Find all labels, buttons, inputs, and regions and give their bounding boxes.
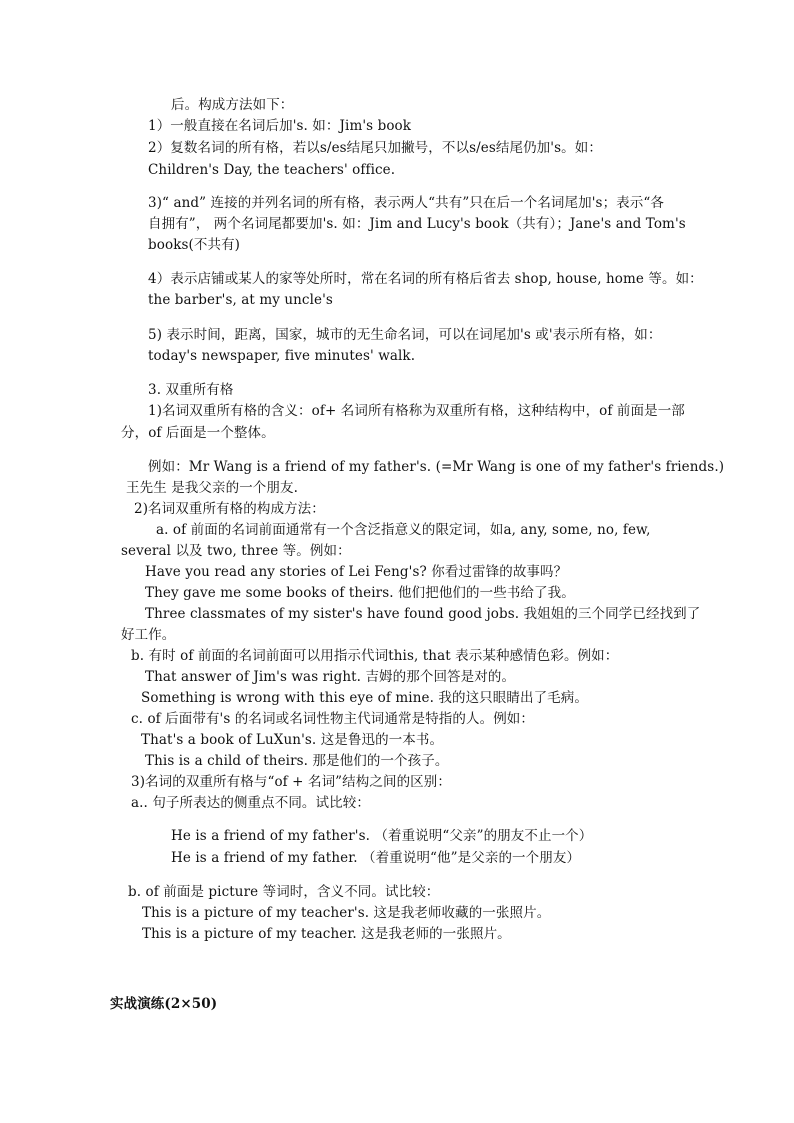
text-line: a. of 前面的名词前面通常有一个含泛指意义的限定词，如a, any, some, no, few, bbox=[156, 522, 651, 538]
example-sentence: Have you read any stories of Lei Feng's? 你看过雷锋的故事吗？ bbox=[145, 564, 568, 580]
text-line: b. 有时 of 前面的名词前面可以用指示代词this, that 表示某种感情色彩。例如： bbox=[131, 648, 619, 664]
text-line: 后。构成方法如下： bbox=[171, 97, 294, 113]
text-line: 好工作。 bbox=[121, 627, 176, 643]
example-sentence: That's a book of LuXun's. 这是鲁迅的一本书。 bbox=[141, 732, 444, 748]
text-line: the barber's, at my uncle's bbox=[148, 292, 333, 308]
text-line: a.. 句子所表达的侧重点不同。试比较： bbox=[131, 795, 370, 811]
text-line: several 以及 two, three 等。例如： bbox=[121, 543, 351, 559]
example-sentence: They gave me some books of theirs. 他们把他们的一些书给了我。 bbox=[145, 585, 575, 601]
text-line: 3)名词的双重所有格与“of + 名词”结构之间的区别： bbox=[131, 774, 451, 790]
text-line: 2)名词双重所有格的构成方法： bbox=[134, 501, 325, 517]
text-line: 分，of 后面是一个整体。 bbox=[121, 425, 275, 441]
text-line: 自拥有”， 两个名词尾都要加's. 如：Jim and Lucy's book（共有）；Jane's and Tom's bbox=[148, 216, 686, 232]
text-line: 例如：Mr Wang is a friend of my father's. (=Mr Wang is one of my father's friends.) bbox=[148, 459, 725, 475]
text-line: 5) 表示时间，距离，国家，城市的无生命名词，可以在词尾加's 或'表示所有格，如： bbox=[148, 327, 662, 343]
text-line: b. of 前面是 picture 等词时，含义不同。试比较： bbox=[128, 884, 440, 900]
text-line: 1）一般直接在名词后加's. 如：Jim's book bbox=[148, 118, 412, 134]
practice-heading: 实战演练(2×50) bbox=[110, 996, 218, 1012]
example-sentence: This is a picture of my teacher. 这是我老师的一张照片。 bbox=[142, 926, 511, 942]
text-line: 2）复数名词的所有格，若以s/es结尾只加撇号，不以s/es结尾仍加's。如： bbox=[148, 140, 602, 156]
text-line: 王先生 是我父亲的一个朋友. bbox=[126, 480, 298, 496]
text-line: today's newspaper, five minutes' walk. bbox=[148, 348, 416, 364]
example-sentence: That answer of Jim's was right. 吉姆的那个回答是对的。 bbox=[145, 669, 516, 685]
text-line: 1)名词双重所有格的含义：of+ 名词所有格称为双重所有格，这种结构中，of 前面是一部 bbox=[148, 403, 685, 419]
example-sentence: He is a friend of my father. （着重说明“他”是父亲的一个朋友） bbox=[171, 850, 581, 866]
text-line: 3)“ and” 连接的并列名词的所有格，表示两人“共有”只在后一个名词尾加's；表示“各 bbox=[148, 195, 664, 211]
example-sentence: Three classmates of my sister's have found good jobs. 我姐姐的三个同学已经找到了 bbox=[145, 606, 701, 622]
example-sentence: This is a picture of my teacher's. 这是我老师收藏的一张照片。 bbox=[142, 905, 551, 921]
example-sentence: This is a child of theirs. 那是他们的一个孩子。 bbox=[145, 753, 449, 769]
text-line: books(不共有) bbox=[148, 237, 241, 253]
example-sentence: Something is wrong with this eye of mine. 我的这只眼睛出了毛病。 bbox=[141, 690, 588, 706]
text-line: Children's Day, the teachers' office. bbox=[148, 162, 396, 178]
example-sentence: He is a friend of my father's. （着重说明“父亲”的朋友不止一个） bbox=[171, 828, 593, 844]
text-line: 4）表示店铺或某人的家等处所时，常在名词的所有格后省去 shop, house, home 等。如： bbox=[148, 271, 703, 287]
section-heading: 3. 双重所有格 bbox=[148, 382, 234, 398]
text-line: c. of 后面带有's 的名词或名词性物主代词通常是特指的人。例如： bbox=[131, 711, 534, 727]
